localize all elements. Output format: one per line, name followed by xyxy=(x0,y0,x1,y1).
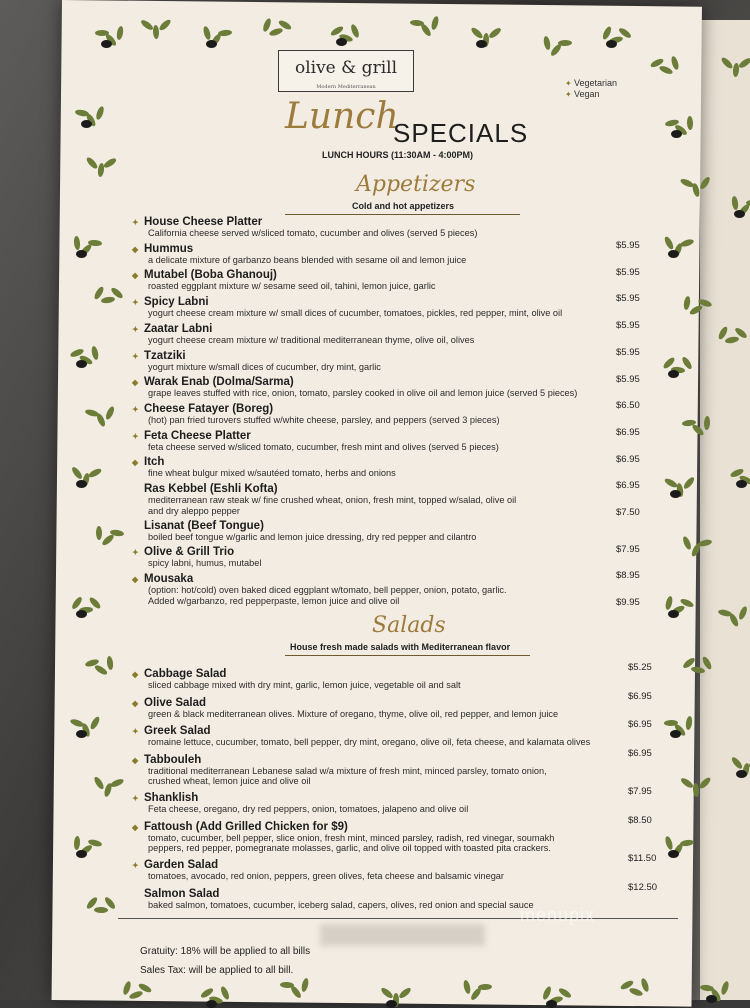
olive-icon xyxy=(606,40,617,48)
menu-item xyxy=(132,546,632,569)
menu-item xyxy=(132,697,632,720)
item-name xyxy=(132,859,632,871)
item-description: (hot) pan fried turovers stuffed w/white cheese, parsley, and peppers (served 3 pieces) xyxy=(148,414,500,425)
menu-item xyxy=(132,859,632,882)
olive-icon xyxy=(734,210,745,218)
salads-divider xyxy=(285,655,530,656)
item-name-text: Garden Salad xyxy=(144,859,219,871)
item-description: California cheese served w/sliced tomato, cucumber and olives (served 5 pieces) xyxy=(148,228,478,238)
menu-item xyxy=(132,430,632,453)
item-description: fine wheat bulgur mixed w/sautéed tomato, herbs and onions xyxy=(148,468,396,479)
appetizers-title: Appetizers xyxy=(356,172,476,197)
menu-item xyxy=(132,821,632,854)
item-name xyxy=(132,546,632,558)
item-name xyxy=(132,888,632,900)
item-price: $7.50 xyxy=(616,507,640,518)
item-name-text: Mutabel (Boba Ghanouj) xyxy=(144,269,277,282)
item-name-text: Salmon Salad xyxy=(144,887,220,900)
item-name-text: Zaatar Labni xyxy=(144,322,213,335)
item-price: $5.95 xyxy=(616,266,640,278)
item-price: $12.50 xyxy=(628,881,658,893)
menu-item xyxy=(132,483,632,516)
vegetarian-icon: ✦ xyxy=(132,727,139,736)
vegan-icon: ◆ xyxy=(132,378,139,388)
item-price: $6.95 xyxy=(628,747,652,759)
olive-icon xyxy=(206,1000,217,1008)
item-name xyxy=(132,269,632,281)
legend-vegetarian: ✦ Vegetarian xyxy=(565,78,617,89)
item-description-cont: and dry aleppo pepper xyxy=(148,505,240,516)
menu-item xyxy=(132,725,632,748)
item-description: yogurt mixture w/small dices of cucumber, dry mint, garlic xyxy=(148,361,381,372)
item-price: $6.95 xyxy=(616,453,640,465)
menu-item xyxy=(132,520,632,543)
vegan-icon: ◆ xyxy=(132,698,139,708)
olive-icon xyxy=(76,360,87,368)
olive-icon xyxy=(668,850,679,858)
item-price: $5.95 xyxy=(616,293,640,305)
item-name xyxy=(132,725,632,737)
vegetarian-icon: ✦ xyxy=(132,404,139,414)
appetizers-subtitle: Cold and hot appetizers xyxy=(352,201,455,211)
vegetarian-icon: ✦ xyxy=(132,298,139,308)
olive-icon xyxy=(736,480,747,488)
vegan-icon: ◆ xyxy=(132,755,139,765)
item-name-text: Warak Enab (Dolma/Sarma) xyxy=(144,376,294,389)
item-name xyxy=(132,754,632,766)
title-script: Lunch xyxy=(285,96,399,137)
item-description: (option: hot/cold) oven baked diced eggplant w/tomato, bell pepper, onion, potato, garlic. xyxy=(148,585,507,596)
item-name xyxy=(132,216,632,228)
item-name-text: Cabbage Salad xyxy=(144,668,227,680)
item-name xyxy=(132,376,632,388)
item-name xyxy=(132,821,632,833)
olive-icon xyxy=(476,40,487,48)
item-price: $6.95 xyxy=(628,719,652,730)
item-price: $5.95 xyxy=(616,373,640,385)
item-price: $7.95 xyxy=(628,786,652,797)
menu-item xyxy=(132,376,632,399)
menu-item xyxy=(132,296,632,319)
olive-icon xyxy=(706,995,717,1003)
item-description: a delicate mixture of garbanzo beans blended with sesame oil and lemon juice xyxy=(148,254,467,265)
item-name-text: Feta Cheese Platter xyxy=(144,429,251,442)
item-description: yogurt cheese cream mixture w/ traditional mediterranean thyme, olive oil, olives xyxy=(148,334,475,345)
item-description: spicy labni, humus, mutabel xyxy=(148,558,262,569)
title-main: SPECIALS xyxy=(393,118,529,148)
vegetarian-icon: ✦ xyxy=(132,794,139,803)
diet-legend xyxy=(565,78,617,100)
olive-icon xyxy=(546,1000,557,1008)
salads-subtitle: House fresh made salads with Mediterranean flavor xyxy=(290,642,511,652)
item-price: $11.50 xyxy=(628,853,657,864)
item-name-text: Olive Salad xyxy=(144,696,207,709)
blurred-region xyxy=(320,924,485,946)
item-name xyxy=(132,520,632,532)
vegan-icon: ◆ xyxy=(132,244,139,254)
leaf-icon xyxy=(96,526,102,540)
item-name xyxy=(132,668,632,680)
item-name-text: Olive & Grill Trio xyxy=(144,546,235,559)
olive-icon xyxy=(76,250,87,258)
olive-icon xyxy=(668,250,679,258)
menu-item xyxy=(132,573,632,606)
item-description: tomatoes, avocado, red onion, peppers, green olives, feta cheese and balsamic vinegar xyxy=(148,871,504,881)
leaf-icon xyxy=(687,116,693,130)
item-price: $6.50 xyxy=(616,400,640,412)
item-description: sliced cabbage mixed with dry mint, garlic, lemon juice, vegetable oil and salt xyxy=(148,680,461,690)
vegetarian-icon: ✦ xyxy=(132,324,139,334)
olive-icon xyxy=(76,730,87,738)
olive-icon xyxy=(76,610,87,618)
olive-icon xyxy=(206,40,217,48)
vegetarian-icon: ✦ xyxy=(132,351,139,361)
item-price: $6.95 xyxy=(628,690,652,702)
menu-item xyxy=(132,668,632,691)
vegetarian-icon: ✦ xyxy=(132,218,139,227)
appetizers-divider xyxy=(285,214,520,215)
item-name xyxy=(132,243,632,255)
item-price: $6.95 xyxy=(616,426,640,438)
vegan-icon: ◆ xyxy=(132,458,139,468)
item-price: $7.95 xyxy=(616,543,640,555)
item-description: traditional mediterranean Lebanese salad w/a mixture of fresh mint, minced parsley, tomato onion, xyxy=(148,765,547,776)
item-price: $6.95 xyxy=(616,480,640,492)
olive-icon xyxy=(76,850,87,858)
menu-item xyxy=(132,403,632,426)
item-name-text: Tzatziki xyxy=(144,349,186,362)
vegetarian-icon: ✦ xyxy=(132,431,139,441)
item-name-text: House Cheese Platter xyxy=(144,216,263,228)
item-description: mediterranean raw steak w/ fine crushed wheat, onion, fresh mint, topped w/salad, olive oil xyxy=(148,495,517,505)
menu-item xyxy=(132,754,632,787)
item-price: $8.95 xyxy=(616,570,640,582)
item-price: $8.50 xyxy=(628,814,652,826)
leaf-icon xyxy=(94,907,108,913)
menu-item xyxy=(132,323,632,346)
item-name-text: Lisanat (Beef Tongue) xyxy=(144,519,264,532)
item-description: romaine lettuce, cucumber, tomato, bell pepper, dry mint, oregano, olive oil, feta cheese, and kalamata olives xyxy=(148,737,591,747)
olive-icon xyxy=(101,40,112,48)
item-description: green & black mediterranean olives. Mixture of oregano, thyme, olive oil, red pepper, and lemon juice xyxy=(148,708,559,719)
item-description: Feta cheese, oregano, dry red peppers, onion, tomatoes, jalapeno and olive oil xyxy=(148,804,469,814)
vegetarian-icon: ✦ xyxy=(132,861,139,870)
item-name xyxy=(132,430,632,442)
item-name xyxy=(132,573,632,585)
item-name-text: Fattoush (Add Grilled Chicken for $9) xyxy=(144,820,348,833)
restaurant-logo: olive & grill Modern Mediterranean xyxy=(278,50,414,92)
next-page-edge xyxy=(700,20,750,1000)
item-description-cont: peppers, red pepper, pomegranate molasses, garlic, and olive oil topped with toasted pita crackers. xyxy=(148,843,551,853)
vegetarian-icon: ✦ xyxy=(132,548,139,558)
item-name-text: Spicy Labni xyxy=(144,296,209,309)
item-name xyxy=(132,350,632,362)
menu-item xyxy=(132,243,632,266)
vegan-icon: ◆ xyxy=(132,670,139,679)
item-name-text: Hummus xyxy=(144,242,194,255)
item-name xyxy=(132,323,632,335)
item-name-text: Shanklish xyxy=(144,792,199,804)
item-name-text: Itch xyxy=(144,456,165,469)
vegan-icon: ◆ xyxy=(132,822,139,832)
vegan-icon: ◆ xyxy=(132,271,139,281)
menu-item xyxy=(132,216,632,239)
lunch-hours: LUNCH HOURS (11:30AM - 4:00PM) xyxy=(322,150,474,160)
item-name xyxy=(132,792,632,804)
item-name xyxy=(132,697,632,709)
olive-icon xyxy=(670,490,681,498)
menu-item xyxy=(132,269,632,292)
item-description-cont: Added w/garbanzo, red pepperpaste, lemon juice and olive oil xyxy=(148,595,400,606)
olive-icon xyxy=(668,610,679,618)
item-description: roasted eggplant mixture w/ sesame seed oil, tahini, lemon juice, garlic xyxy=(148,281,436,292)
item-name xyxy=(132,483,632,495)
item-name xyxy=(132,296,632,308)
olive-icon xyxy=(81,120,92,128)
legend-vegan: ✦ Vegan xyxy=(565,89,617,100)
gratuity-note: Gratuity: 18% will be applied to all bills xyxy=(140,946,311,957)
item-price: $5.95 xyxy=(616,346,640,358)
menu-item xyxy=(132,792,632,815)
item-description: baked salmon, tomatoes, cucumber, iceberg salad, capers, olives, red onion and special sauce xyxy=(148,899,534,910)
item-name-text: Mousaka xyxy=(144,573,194,586)
item-name-text: Greek Salad xyxy=(144,725,211,737)
item-description: grape leaves stuffed with rice, onion, tomato, parsley cooked in olive oil and lemon juice (served 5 pieces) xyxy=(148,388,578,399)
sales-tax-note: Sales Tax: will be applied to all bill. xyxy=(140,965,294,976)
item-name-text: Tabbouleh xyxy=(144,753,202,766)
item-name-text: Ras Kebbel (Eshli Kofta) xyxy=(144,483,278,495)
item-description: tomato, cucumber, bell pepper, slice onion, fresh mint, minced parsley, radish, red vinegar, soumakh xyxy=(148,832,555,843)
item-name-text: Cheese Fatayer (Boreg) xyxy=(144,402,274,415)
salads-title: Salads xyxy=(372,613,446,638)
item-price: $5.95 xyxy=(616,320,640,332)
menu-item xyxy=(132,456,632,479)
olive-icon xyxy=(736,770,747,778)
olive-icon xyxy=(76,480,87,488)
watermark: menupix xyxy=(520,905,596,925)
item-description: boiled beef tongue w/garlic and lemon juice dressing, dry red pepper and cilantro xyxy=(148,531,477,542)
olive-icon xyxy=(670,730,681,738)
item-description: feta cheese served w/sliced tomato, cucumber, fresh mint and olives (served 5 pieces) xyxy=(148,441,499,452)
item-price: $9.95 xyxy=(616,597,640,609)
olive-icon xyxy=(386,1000,397,1008)
vegan-icon: ◆ xyxy=(132,575,139,585)
olive-icon xyxy=(671,130,682,138)
item-name xyxy=(132,403,632,415)
olive-icon xyxy=(668,370,679,378)
item-name xyxy=(132,456,632,468)
item-price: $5.25 xyxy=(628,662,652,673)
menu-item xyxy=(132,350,632,373)
olive-icon xyxy=(336,38,347,46)
item-description: yogurt cheese cream mixture w/ small dices of cucumber, tomatoes, pickles, red pepper, mint, olive oil xyxy=(148,308,563,319)
item-description-cont: crushed wheat, lemon juice and olive oil xyxy=(148,776,311,786)
item-price: $5.95 xyxy=(616,240,640,251)
